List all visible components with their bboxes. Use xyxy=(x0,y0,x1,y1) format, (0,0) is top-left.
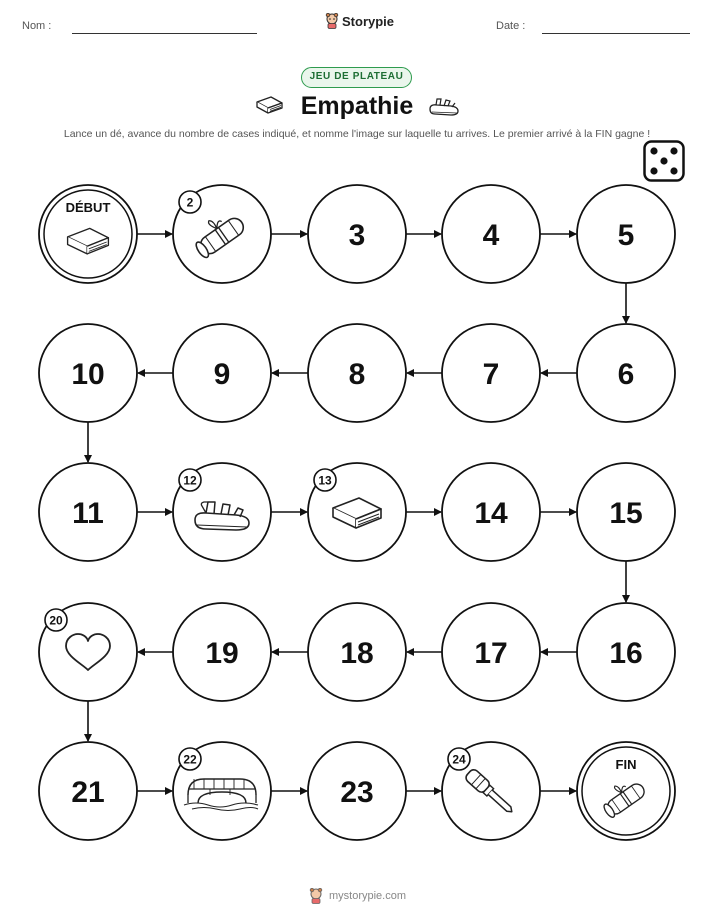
board-cell-10[interactable] xyxy=(39,324,137,422)
board-cell-13[interactable] xyxy=(308,463,406,561)
brand-name: Storypie xyxy=(342,13,395,29)
board-cell-21[interactable] xyxy=(39,742,137,840)
cell-number: 4 xyxy=(482,219,500,252)
footer xyxy=(0,888,714,904)
board-cell-7[interactable] xyxy=(442,324,540,422)
cell-number: 8 xyxy=(348,358,366,391)
cell-number: 23 xyxy=(340,776,374,809)
game-type-badge: JEU DE PLATEAU xyxy=(301,67,412,88)
board-cell-1[interactable] xyxy=(39,185,137,283)
board-cell-9[interactable] xyxy=(173,324,271,422)
board-cell-14[interactable] xyxy=(442,463,540,561)
instructions-text: Lance un dé, avance du nombre de cases indiqué, et nomme l'image sur laquelle tu arrives. Le premier arrivé à la FIN gagne ! xyxy=(63,128,651,140)
cell-number: 3 xyxy=(348,219,366,252)
cell-number: 16 xyxy=(609,637,643,670)
cell-number: 21 xyxy=(71,776,105,809)
cell-number: 7 xyxy=(482,358,500,391)
board-cell-15[interactable] xyxy=(577,463,675,561)
cell-number: 9 xyxy=(213,358,231,391)
cell-number: 24 xyxy=(452,752,466,767)
storypie-logo-icon xyxy=(308,888,324,904)
cell-label: FIN xyxy=(615,757,637,772)
cell-number: 12 xyxy=(183,473,197,488)
board-cell-18[interactable] xyxy=(308,603,406,701)
cell-number: 15 xyxy=(609,497,643,530)
date-label: Date : xyxy=(496,20,526,32)
board-cell-16[interactable] xyxy=(577,603,675,701)
cell-number: 22 xyxy=(183,752,197,767)
page-title: Empathie xyxy=(300,92,414,120)
board-cell-25[interactable] xyxy=(577,742,675,840)
cell-number: 20 xyxy=(49,613,63,628)
cell-number: 11 xyxy=(72,497,104,530)
cell-number: 18 xyxy=(340,637,374,670)
board-cell-19[interactable] xyxy=(173,603,271,701)
board-cell-23[interactable] xyxy=(308,742,406,840)
cell-number: 6 xyxy=(617,358,635,391)
cell-number: 5 xyxy=(617,219,635,252)
cell-number: 19 xyxy=(205,637,239,670)
cell-number: 2 xyxy=(186,195,194,210)
cell-label: DÉBUT xyxy=(65,200,111,215)
board-cell-5[interactable] xyxy=(577,185,675,283)
board-cell-3[interactable] xyxy=(308,185,406,283)
board-cell-12[interactable] xyxy=(173,463,271,561)
board-cell-20[interactable] xyxy=(39,603,137,701)
board-cell-24[interactable] xyxy=(442,742,540,840)
name-label: Nom : xyxy=(22,20,52,32)
board-cell-17[interactable] xyxy=(442,603,540,701)
board-cell-22[interactable] xyxy=(173,742,271,840)
cell-number: 17 xyxy=(474,637,508,670)
cell-number: 13 xyxy=(318,473,332,488)
footer-url: mystorypie.com xyxy=(328,890,407,902)
board-cell-11[interactable] xyxy=(39,463,137,561)
cell-number: 14 xyxy=(474,497,508,530)
cell-number: 10 xyxy=(71,358,105,391)
board-cell-4[interactable] xyxy=(442,185,540,283)
board-cell-6[interactable] xyxy=(577,324,675,422)
board-cell-2[interactable] xyxy=(173,185,271,283)
board-cell-8[interactable] xyxy=(308,324,406,422)
